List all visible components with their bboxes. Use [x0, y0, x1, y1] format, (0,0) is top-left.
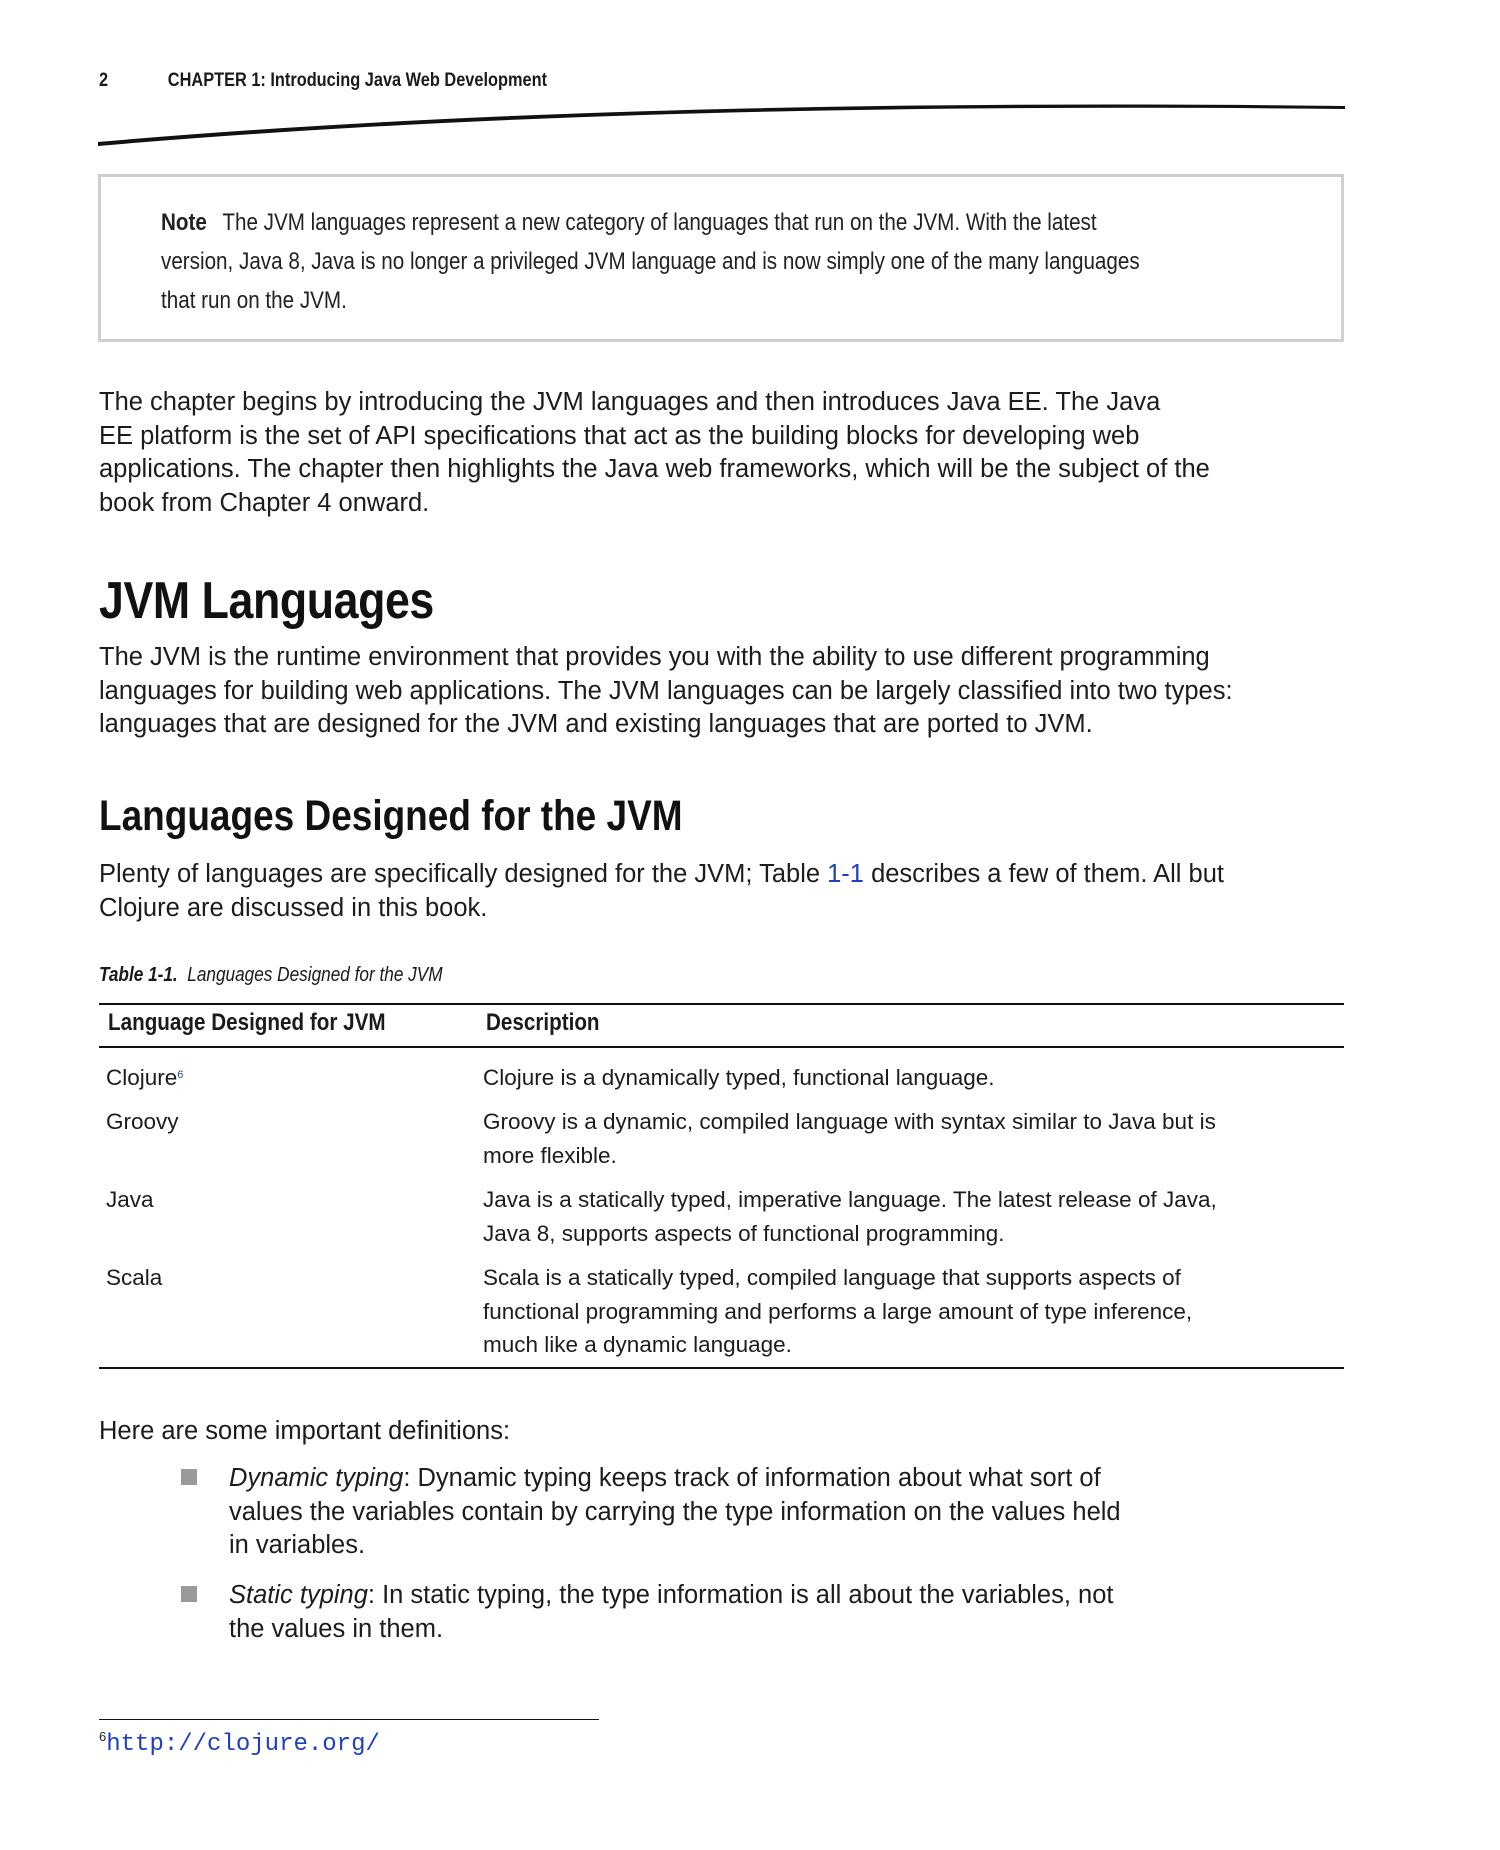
- chapter-title: CHAPTER 1: Introducing Java Web Development: [167, 70, 548, 91]
- table-cell-description: Scala is a statically typed, compiled language that supports aspects of functional programming and performs a large amount of type inference, much like a dynamic language.: [483, 1265, 1193, 1357]
- definition-term: Static typing: [229, 1581, 368, 1609]
- footnote-rule: [99, 1719, 599, 1720]
- table-cell-language: Java: [106, 1187, 154, 1212]
- table-reference-link[interactable]: 1-1: [827, 860, 864, 888]
- definition-item: Dynamic typing: Dynamic typing keeps track of information about what sort of values the variables contain by carrying the type information on the values held in variables.: [229, 1464, 1121, 1559]
- running-header: [99, 70, 547, 92]
- table-caption-label: Table 1-1.: [99, 964, 178, 986]
- footnote-number: 6: [99, 1729, 107, 1744]
- note-text: Note The JVM languages represent a new category of languages that run on the JVM. With the latest version, Java 8, Java is no longer a privileged JVM language and is now simply one of the many languages that run on the JVM.: [161, 209, 1140, 314]
- footnote-marker[interactable]: 6: [177, 1069, 184, 1081]
- header-swoosh-rule: [95, 92, 1355, 152]
- bullet-square-icon: [181, 1586, 197, 1602]
- designed-languages-paragraph: Plenty of languages are specifically designed for the JVM; Table 1-1 describes a few of them. All but Clojure are discussed in this book.: [99, 860, 1224, 922]
- table-cell-description: Java is a statically typed, imperative language. The latest release of Java, Java 8, supports aspects of functional programming.: [483, 1187, 1217, 1246]
- table-cell-description: Groovy is a dynamic, compiled language with syntax similar to Java but is more flexible.: [483, 1109, 1216, 1168]
- subsection-heading: Languages Designed for the JVM: [99, 792, 683, 840]
- bullet-square-icon: [181, 1469, 197, 1485]
- definition-item: Static typing: In static typing, the type information is all about the variables, not the values in them.: [229, 1581, 1114, 1643]
- table-header-description: Description: [486, 1009, 600, 1036]
- table-caption: [99, 964, 443, 987]
- jvm-languages-paragraph: The JVM is the runtime environment that provides you with the ability to use different programming languages for building web applications. The JVM languages can be largely classified into two types: languages that are designed for the JVM and existing languages that are ported to JVM.: [99, 643, 1233, 738]
- table-cell-language: Clojure$^6$: [106, 1065, 184, 1090]
- note-label: Note: [161, 209, 207, 236]
- table-cell-language: Scala: [106, 1265, 163, 1290]
- table-bottom-rule: [99, 1367, 1344, 1369]
- definitions-intro: Here are some important definitions:: [99, 1417, 511, 1445]
- table-cell-description: Clojure is a dynamically typed, functional language.: [483, 1065, 995, 1090]
- footnote-url-link[interactable]: http://clojure.org/: [106, 1731, 380, 1758]
- footnote: [99, 1729, 380, 1758]
- section-heading-jvm-languages: JVM Languages: [99, 572, 434, 630]
- table-caption-title: Languages Designed for the JVM: [187, 964, 443, 986]
- page-number: 2: [99, 70, 109, 91]
- table-header-rule: [99, 1046, 1344, 1048]
- definition-term: Dynamic typing: [229, 1464, 404, 1492]
- table-header-language: Language Designed for JVM: [108, 1009, 386, 1036]
- note-box: [98, 174, 1344, 342]
- intro-paragraph: The chapter begins by introducing the JVM languages and then introduces Java EE. The Java EE platform is the set of API specifications that act as the building blocks for developing web applications. The chapter then highlights the Java web frameworks, which will be the subject of the book from Chapter 4 onward.: [99, 388, 1210, 517]
- table-top-rule: [99, 1003, 1344, 1005]
- table-cell-language: Groovy: [106, 1109, 179, 1134]
